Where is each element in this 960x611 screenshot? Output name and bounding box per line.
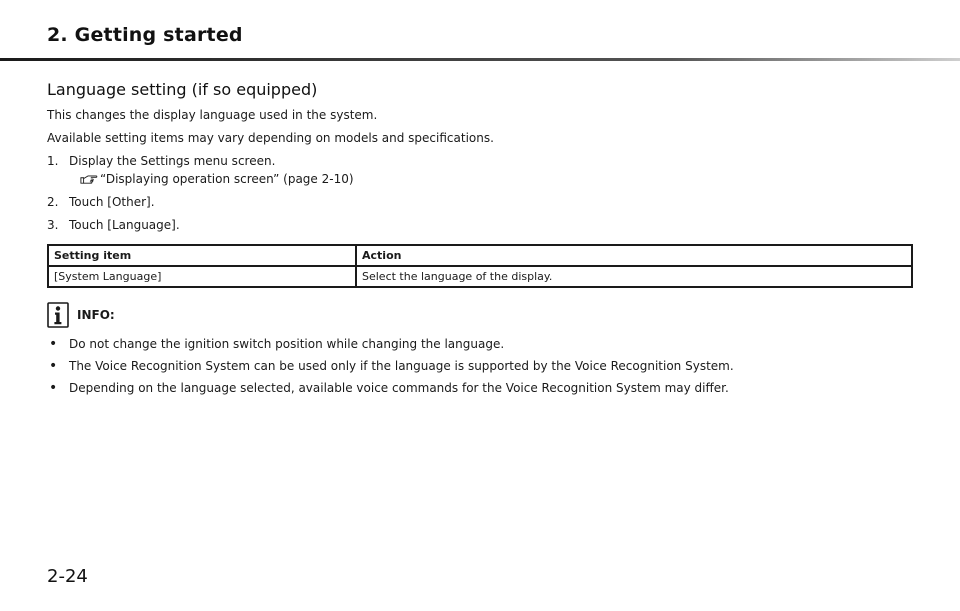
step-3 (47, 217, 913, 234)
info-header (47, 302, 913, 328)
table-header-row (48, 245, 912, 266)
intro-paragraph: This changes the display language used in the system. (47, 108, 378, 122)
step-text: Touch [Language]. (69, 218, 180, 232)
table-cell-action: Select the language of the display. (356, 266, 912, 287)
info-notes-list (47, 336, 913, 397)
steps-list (47, 153, 913, 234)
chapter-title: 2. Getting started (47, 24, 243, 46)
step-text: Display the Settings menu screen. (69, 154, 276, 168)
page-reference-text: “Displaying operation screen” (page 2-10) (100, 172, 354, 186)
column-header-setting-item: Setting item (48, 245, 356, 266)
note-text: Do not change the ignition switch position while changing the language. (69, 337, 505, 351)
list-item (47, 380, 913, 397)
step-text: Touch [Other]. (69, 195, 155, 209)
step-number: 2. (47, 195, 59, 209)
step-number: 3. (47, 218, 59, 232)
availability-paragraph: Available setting items may vary depending on models and specifications. (47, 131, 494, 145)
header-rule (0, 58, 960, 61)
settings-table (47, 244, 913, 288)
section-title: Language setting (if so equipped) (47, 80, 318, 99)
page-number: 2-24 (47, 566, 88, 587)
step-1 (47, 153, 913, 188)
info-label: INFO: (77, 308, 115, 322)
step-number: 1. (47, 154, 59, 168)
page-reference[interactable] (69, 171, 913, 188)
column-header-action: Action (356, 245, 912, 266)
chapter-header (0, 0, 960, 66)
info-icon (47, 302, 69, 328)
bullet-icon: • (49, 358, 58, 374)
list-item (47, 358, 913, 375)
note-text: Depending on the language selected, available voice commands for the Voice Recognition System may differ. (69, 381, 729, 395)
table-row (48, 266, 912, 287)
bullet-icon: • (49, 380, 58, 396)
list-item (47, 336, 913, 353)
bullet-icon: • (49, 336, 58, 352)
info-block (47, 302, 913, 397)
table-cell-setting-item: [System Language] (48, 266, 356, 287)
note-text: The Voice Recognition System can be used only if the language is supported by the Voice Recognition System. (69, 359, 734, 373)
step-2 (47, 194, 913, 211)
pointing-hand-icon (80, 175, 98, 185)
content (47, 80, 913, 402)
